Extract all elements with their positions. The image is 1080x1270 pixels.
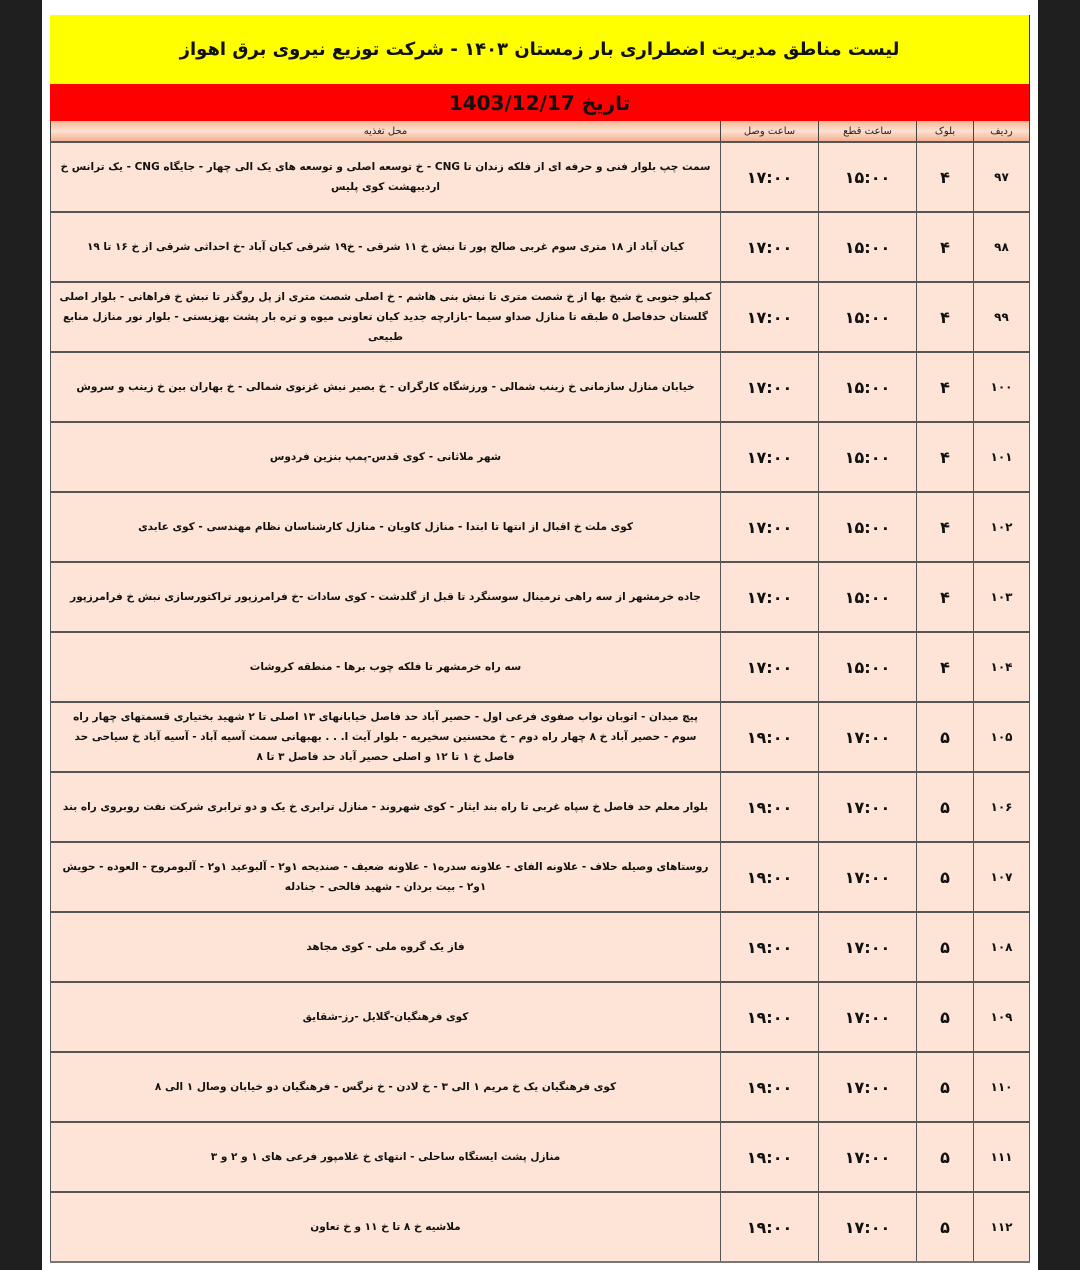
row-connect-time: ۱۹:۰۰ xyxy=(721,702,819,772)
row-connect-time: ۱۹:۰۰ xyxy=(721,1122,819,1192)
row-area: سه راه خرمشهر تا فلکه چوب برها - منطقه کروشات xyxy=(51,632,721,702)
table-row xyxy=(51,422,1030,492)
row-area: پیچ میدان - اتوبان نواب صفوی فرعی اول - حصیر آباد حد فاصل خیابانهای ۱۳ اصلی تا ۲ شهید بختیاری قسمتهای چهار راه سوم - حصیر آباد خ ۸ چهار راه دوم - خ محسنین سخیریه - بلوار آیت ا. . . بهبهانی سمت آسیه آباد - آسیه آباد خ سیاحی حد فاصل خ ۱ تا ۱۲ و اصلی حصیر آباد حد فاصل ۳ تا ۸ xyxy=(51,702,721,772)
row-connect-time: ۱۹:۰۰ xyxy=(721,912,819,982)
row-cut-time: ۱۵:۰۰ xyxy=(819,352,917,422)
row-connect-time: ۱۷:۰۰ xyxy=(721,492,819,562)
document-title: لیست مناطق مدیریت اضطراری بار زمستان ۱۴۰۳ - شرکت توزیع نیروی برق اهواز xyxy=(179,39,900,60)
row-cut-time: ۱۵:۰۰ xyxy=(819,632,917,702)
table-row xyxy=(51,982,1030,1052)
row-index: ۱۱۱ xyxy=(974,1122,1030,1192)
date-banner xyxy=(50,84,1030,121)
row-index: ۹۷ xyxy=(974,142,1030,212)
row-index: ۱۰۶ xyxy=(974,772,1030,842)
row-area: خیابان منازل سازمانی خ زینب شمالی - ورزشگاه کارگران - خ بصیر نبش غزنوی شمالی - خ بهاران بین خ زینب و سروش xyxy=(51,352,721,422)
row-connect-time: ۱۹:۰۰ xyxy=(721,982,819,1052)
row-index: ۱۰۸ xyxy=(974,912,1030,982)
row-connect-time: ۱۷:۰۰ xyxy=(721,212,819,282)
row-area: کیان آباد از ۱۸ متری سوم غربی صالح پور تا نبش خ ۱۱ شرقی - خ۱۹ شرقی کیان آباد -خ احداثی شرقی از خ ۱۶ تا ۱۹ xyxy=(51,212,721,282)
title-banner xyxy=(50,15,1030,84)
row-cut-time: ۱۷:۰۰ xyxy=(819,912,917,982)
row-area: شهر ملاثانی - کوی قدس-پمپ بنزین فردوس xyxy=(51,422,721,492)
row-cut-time: ۱۷:۰۰ xyxy=(819,1192,917,1262)
row-connect-time: ۱۷:۰۰ xyxy=(721,282,819,352)
outage-schedule-sheet xyxy=(50,15,1030,1263)
table-row xyxy=(51,772,1030,842)
row-index: ۱۰۴ xyxy=(974,632,1030,702)
row-block: ۴ xyxy=(917,422,974,492)
row-area: روستاهای وصیله حلاف - علاونه الفای - علاونه سدره۱ - علاونه ضعیف - صندیحه ۱و۲ - آلبوعید ۱و۲ - آلبومروح - العوده - حویش ۱و۲ - بیت بردان - شهید فالحی - جنادله xyxy=(51,842,721,912)
row-index: ۱۰۵ xyxy=(974,702,1030,772)
row-block: ۴ xyxy=(917,142,974,212)
row-block: ۵ xyxy=(917,702,974,772)
row-block: ۵ xyxy=(917,912,974,982)
row-block: ۴ xyxy=(917,562,974,632)
header-block: بلوک xyxy=(917,121,974,142)
row-area: کوی فرهنگیان-گلایل -رز-شقایق xyxy=(51,982,721,1052)
row-index: ۱۰۱ xyxy=(974,422,1030,492)
row-connect-time: ۱۹:۰۰ xyxy=(721,842,819,912)
row-area: جاده خرمشهر از سه راهی ترمینال سوسنگرد تا قبل از گلدشت - کوی سادات -خ فرامرزپور تراکتورسازی نبش خ فرامرزپور xyxy=(51,562,721,632)
table-row xyxy=(51,212,1030,282)
row-connect-time: ۱۷:۰۰ xyxy=(721,352,819,422)
row-index: ۱۰۷ xyxy=(974,842,1030,912)
row-area: بلوار معلم حد فاصل خ سپاه غربی تا راه بند ایثار - کوی شهروند - منازل ترابری خ یک و دو ترابری شرکت نفت روبروی راه بند xyxy=(51,772,721,842)
row-block: ۴ xyxy=(917,352,974,422)
table-row xyxy=(51,632,1030,702)
row-cut-time: ۱۵:۰۰ xyxy=(819,492,917,562)
row-cut-time: ۱۵:۰۰ xyxy=(819,142,917,212)
row-index: ۱۰۲ xyxy=(974,492,1030,562)
row-block: ۵ xyxy=(917,1052,974,1122)
row-cut-time: ۱۷:۰۰ xyxy=(819,772,917,842)
table-row xyxy=(51,562,1030,632)
row-index: ۱۰۹ xyxy=(974,982,1030,1052)
table-row xyxy=(51,492,1030,562)
row-cut-time: ۱۵:۰۰ xyxy=(819,422,917,492)
table-row xyxy=(51,142,1030,212)
row-area: کوی ملت خ اقبال از انتها تا ابتدا - منازل کاویان - منازل کارشناسان نظام مهندسی - کوی عابدی xyxy=(51,492,721,562)
row-connect-time: ۱۷:۰۰ xyxy=(721,422,819,492)
table-row xyxy=(51,702,1030,772)
row-index: ۱۰۳ xyxy=(974,562,1030,632)
table-row xyxy=(51,282,1030,352)
row-area: فاز یک گروه ملی - کوی مجاهد xyxy=(51,912,721,982)
row-cut-time: ۱۷:۰۰ xyxy=(819,842,917,912)
row-cut-time: ۱۵:۰۰ xyxy=(819,282,917,352)
table-row xyxy=(51,1122,1030,1192)
row-connect-time: ۱۹:۰۰ xyxy=(721,1052,819,1122)
row-connect-time: ۱۷:۰۰ xyxy=(721,632,819,702)
row-block: ۵ xyxy=(917,1122,974,1192)
row-area: سمت چپ بلوار فنی و حرفه ای از فلکه زندان تا CNG - خ توسعه اصلی و توسعه های یک الی چهار - جایگاه CNG - یک ترانس خ اردیبهشت کوی پلیس xyxy=(51,142,721,212)
table-row xyxy=(51,912,1030,982)
row-cut-time: ۱۵:۰۰ xyxy=(819,212,917,282)
row-cut-time: ۱۷:۰۰ xyxy=(819,702,917,772)
row-index: ۱۱۰ xyxy=(974,1052,1030,1122)
row-block: ۴ xyxy=(917,212,974,282)
row-area: کمپلو جنوبی خ شیخ بها از خ شصت متری تا نبش بنی هاشم - خ اصلی شصت متری از پل روگذر تا نبش خ فراهانی - بلوار اصلی گلستان حدفاصل ۵ طبقه تا منازل صداو سیما -بازارچه جدید کیان تعاونی میوه و تره بار پشت بهزیستی - بلوار نور منازل منابع طبیعی xyxy=(51,282,721,352)
row-area: منازل پشت ایستگاه ساحلی - انتهای خ غلامپور فرعی های ۱ و ۲ و ۳ xyxy=(51,1122,721,1192)
row-block: ۵ xyxy=(917,982,974,1052)
row-index: ۹۸ xyxy=(974,212,1030,282)
table-row xyxy=(51,1052,1030,1122)
row-connect-time: ۱۹:۰۰ xyxy=(721,772,819,842)
row-area: کوی فرهنگیان یک خ مریم ۱ الی ۳ - خ لادن - خ نرگس - فرهنگیان دو خیابان وصال ۱ الی ۸ xyxy=(51,1052,721,1122)
table-row xyxy=(51,352,1030,422)
row-connect-time: ۱۷:۰۰ xyxy=(721,142,819,212)
row-block: ۵ xyxy=(917,842,974,912)
row-block: ۴ xyxy=(917,632,974,702)
row-connect-time: ۱۷:۰۰ xyxy=(721,562,819,632)
row-index: ۱۰۰ xyxy=(974,352,1030,422)
row-cut-time: ۱۵:۰۰ xyxy=(819,562,917,632)
table-row xyxy=(51,842,1030,912)
row-cut-time: ۱۷:۰۰ xyxy=(819,1052,917,1122)
row-block: ۴ xyxy=(917,282,974,352)
row-connect-time: ۱۹:۰۰ xyxy=(721,1192,819,1262)
document-date: تاریخ 1403/12/17 xyxy=(448,90,631,115)
row-area: ملاشیه خ ۸ تا خ ۱۱ و خ تعاون xyxy=(51,1192,721,1262)
row-cut-time: ۱۷:۰۰ xyxy=(819,982,917,1052)
header-index: ردیف xyxy=(974,121,1030,142)
row-block: ۴ xyxy=(917,492,974,562)
row-index: ۹۹ xyxy=(974,282,1030,352)
header-connect-time: ساعت وصل xyxy=(721,121,819,142)
table-row xyxy=(51,1192,1030,1262)
row-index: ۱۱۲ xyxy=(974,1192,1030,1262)
row-block: ۵ xyxy=(917,772,974,842)
document-page xyxy=(42,0,1038,1270)
row-block: ۵ xyxy=(917,1192,974,1262)
header-area: محل تغذیه xyxy=(51,121,721,142)
outage-table xyxy=(50,121,1030,1263)
header-cut-time: ساعت قطع xyxy=(819,121,917,142)
table-header-row xyxy=(51,121,1030,142)
row-cut-time: ۱۷:۰۰ xyxy=(819,1122,917,1192)
